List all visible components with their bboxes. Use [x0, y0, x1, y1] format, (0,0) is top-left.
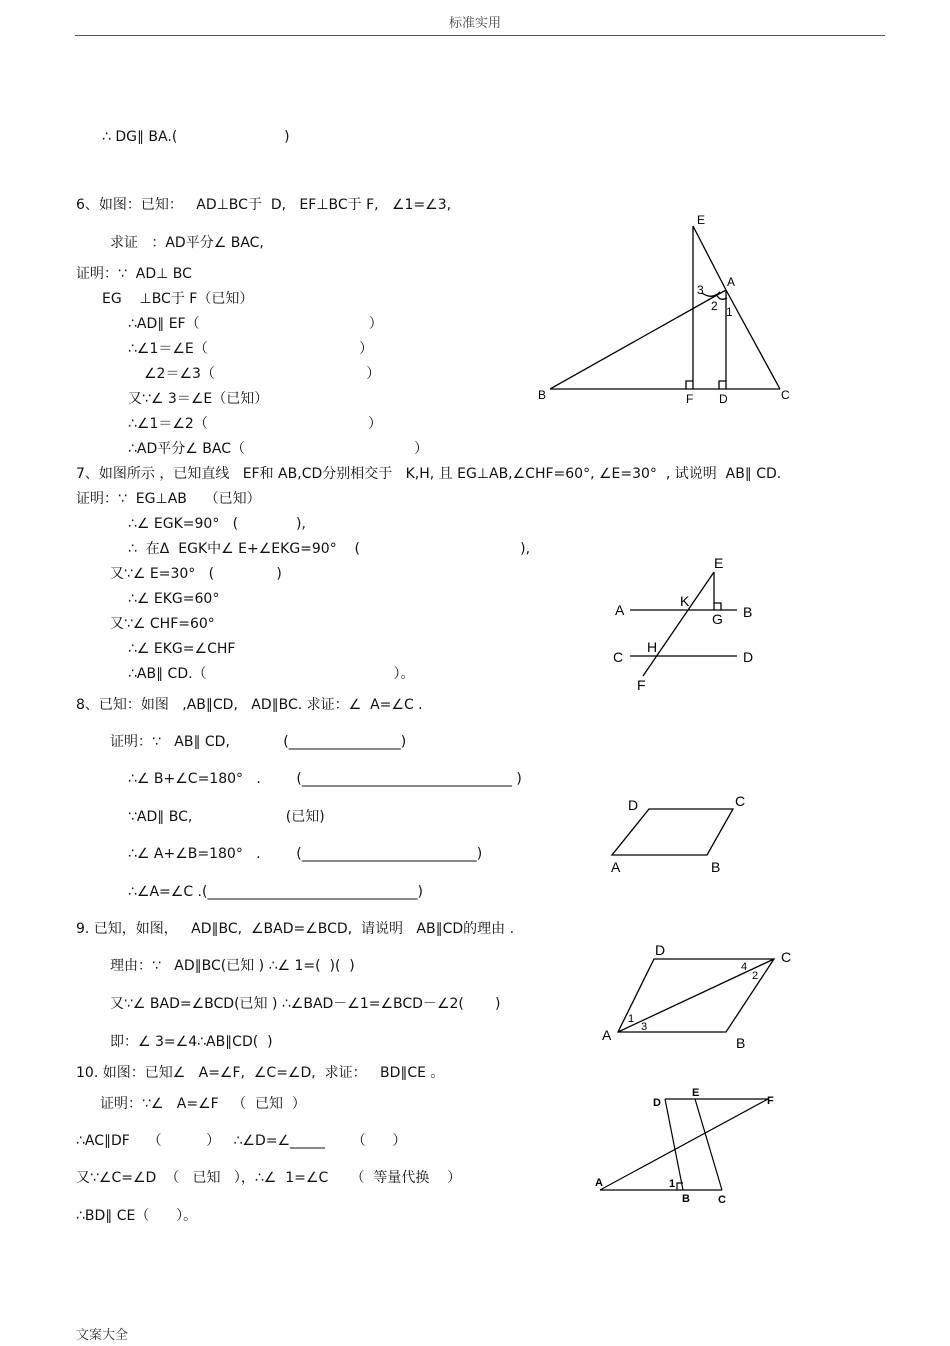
p8-line: ∴∠ B+∠C=180° . (______________________________ ) — [128, 771, 522, 787]
p10-line: 证明：∵∠ A=∠F （ 已知 ） — [100, 1096, 306, 1112]
p8-line: 证明：∵ AB∥ CD, (________________) — [110, 734, 407, 750]
p6-angle-3: 3 — [697, 283, 704, 297]
page-footer: 文案大全 — [76, 1328, 129, 1343]
p8-label-A: A — [611, 859, 621, 875]
p10-label-C: C — [718, 1194, 726, 1206]
p9-angle-3: 3 — [641, 1021, 648, 1033]
p10-label-B: B — [682, 1193, 690, 1205]
p10-label-F: F — [767, 1095, 774, 1107]
p6-line: EG ⊥BC于 F（已知） — [102, 291, 254, 307]
p7-question: 7、如图所示 ，已知直线 EF和 AB,CD分别相交于 K,H, 且 EG⊥AB,∠CHF=60°, ∠E=30° , 试说明 AB∥ CD. — [76, 466, 782, 482]
p7-label-C: C — [613, 649, 624, 665]
p7-line: ∴∠ EKG=60° — [128, 591, 220, 607]
p9-label-C: C — [781, 949, 792, 965]
p7-label-F: F — [637, 677, 646, 693]
p7-line: 证明：∵ EG⊥AB （已知） — [76, 491, 261, 507]
p6-line: ∴AD∥ EF（ ） — [128, 316, 383, 332]
p6-goal: 求证 ：AD平分∠ BAC, — [110, 235, 264, 251]
p7-label-H: H — [647, 639, 658, 655]
p7-line: ∴∠ EGK=90° ( ), — [128, 516, 306, 532]
p6-line: 证明：∵ AD⊥ BC — [76, 266, 192, 282]
p6-label-A: A — [727, 275, 736, 289]
p10-line: 又∵∠C=∠D （ 已知 ），∴∠ 1=∠C （ 等量代换 ） — [76, 1170, 462, 1186]
p6-label-C: C — [781, 388, 790, 402]
p9-angle-1: 1 — [628, 1013, 635, 1025]
p8-line: ∵AD∥ BC, (已知) — [128, 809, 325, 825]
p6-line: 又∵∠ 3＝∠E（已知） — [128, 391, 269, 407]
p8-label-C: C — [735, 793, 746, 809]
p10-question: 10. 如图：已知∠ A=∠F, ∠C=∠D, 求证： BD∥CE 。 — [76, 1065, 445, 1081]
p10-label-A: A — [595, 1177, 603, 1189]
p9-question: 9. 已知，如图， AD∥BC, ∠BAD=∠BCD, 请说明 AB∥CD的理由 . — [76, 921, 515, 937]
p9-angle-2: 2 — [752, 970, 759, 982]
p6-angle-1: 1 — [726, 305, 733, 319]
p9-line: 即：∠ 3=∠4∴AB∥CD( ) — [110, 1034, 273, 1050]
header-rule — [75, 35, 885, 36]
p6-line: ∠2＝∠3（ ） — [144, 366, 381, 382]
p7-label-G: G — [712, 611, 723, 627]
p8-line: ∴∠A=∠C .(______________________________) — [128, 884, 423, 900]
p6-line: ∴AD平分∠ BAC（ ） — [128, 441, 429, 457]
p7-label-B: B — [743, 604, 753, 620]
page-header: 标准实用 — [448, 16, 501, 31]
p10-label-D: D — [653, 1097, 661, 1109]
p9-label-B: B — [736, 1035, 746, 1051]
p9-angle-4: 4 — [741, 961, 748, 973]
p10-label-E: E — [692, 1087, 700, 1099]
p10-line: ∴BD∥ CE（ ）。 — [76, 1208, 198, 1224]
p9-label-D: D — [655, 942, 666, 958]
p8-label-B: B — [711, 859, 721, 875]
p6-angle-2: 2 — [711, 299, 718, 313]
p7-label-A: A — [615, 602, 625, 618]
p6-line: ∴∠1＝∠2（ ） — [128, 416, 383, 432]
p9-line: 理由：∵ AD∥BC(已知 ) ∴∠ 1=( )( ) — [110, 958, 355, 974]
p9-line: 又∵∠ BAD=∠BCD(已知 ) ∴∠BAD－∠1=∠BCD－∠2( ) — [110, 996, 501, 1012]
p7-line: 又∵∠ E=30° ( ) — [110, 566, 282, 582]
p6-line: ∴∠1＝∠E（ ） — [128, 341, 374, 357]
p6-label-E: E — [697, 213, 706, 227]
p8-question: 8、已知：如图 ,AB∥CD, AD∥BC. 求证：∠ A=∠C . — [76, 697, 423, 713]
p9-label-A: A — [602, 1027, 612, 1043]
p6-label-F: F — [686, 392, 694, 406]
p7-line: ∴ 在Δ EGK中∠ E+∠EKG=90° ( ), — [128, 541, 531, 557]
p7-label-D: D — [743, 649, 754, 665]
p7-line: ∴∠ EKG=∠CHF — [128, 641, 236, 657]
p10-angle-1: 1 — [669, 1178, 676, 1190]
p8-label-D: D — [628, 797, 639, 813]
p7-label-K: K — [680, 593, 690, 609]
p6-label-D: D — [719, 392, 728, 406]
p6-label-B: B — [538, 388, 547, 402]
p8-line: ∴∠ A+∠B=180° . (_________________________) — [128, 846, 483, 862]
p7-label-E: E — [714, 555, 724, 571]
p7-line: ∴AB∥ CD.（ ）。 — [128, 666, 415, 682]
p5-conclusion: ∴ DG∥ BA.( ) — [102, 129, 290, 145]
p6-question: 6、如图：已知： AD⊥BC于 D, EF⊥BC于 F, ∠1=∠3, — [76, 197, 452, 213]
p10-line: ∴AC∥DF （ ） ∴∠D=∠_____ （ ） — [76, 1133, 407, 1149]
p7-line: 又∵∠ CHF=60° — [110, 616, 215, 632]
